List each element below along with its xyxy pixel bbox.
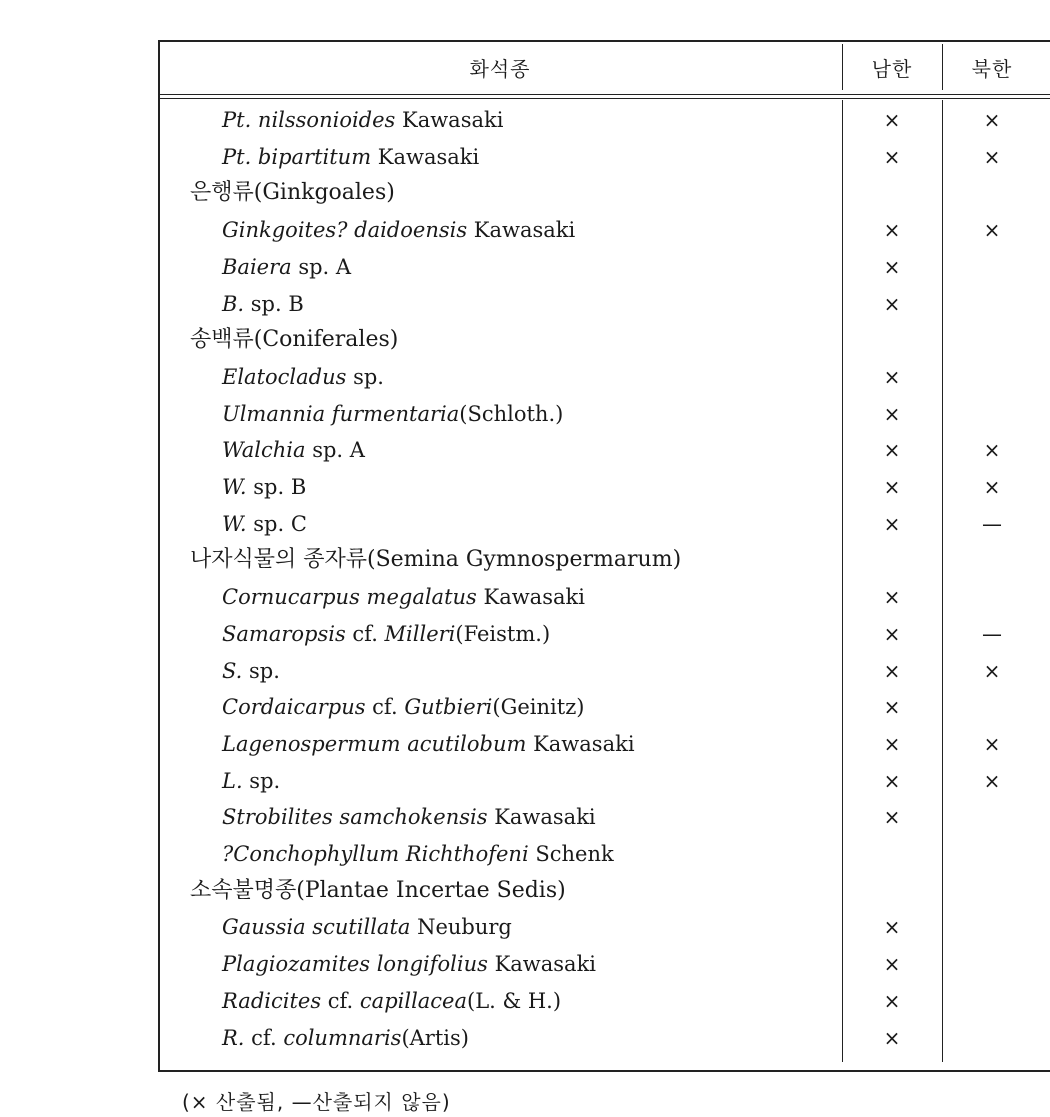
name-part: Kawasaki — [395, 108, 504, 132]
table-row — [158, 983, 1050, 1019]
name-part: (Feistm.) — [455, 621, 551, 646]
table-row — [158, 139, 1050, 175]
species-name — [222, 763, 280, 799]
south-korea-mark — [842, 542, 942, 578]
name-part: sp. A — [305, 438, 365, 463]
north-korea-mark — [942, 1020, 1042, 1056]
table-row — [158, 689, 1050, 725]
south-korea-mark: × — [883, 805, 901, 830]
name-part: cf. — [321, 988, 360, 1013]
name-part: cf. — [365, 695, 405, 720]
north-korea-mark — [942, 983, 1042, 1019]
table-row — [158, 763, 1050, 799]
group-row — [158, 322, 1050, 358]
species-name — [222, 799, 596, 835]
name-part: Gaussia scutillata — [222, 915, 411, 940]
name-part: sp. — [242, 768, 281, 793]
species-name — [222, 946, 596, 982]
species-name — [222, 909, 512, 945]
name-part: S. — [222, 658, 243, 683]
table-row — [158, 946, 1050, 982]
south-korea-mark: × — [883, 988, 901, 1013]
group-label — [190, 542, 681, 578]
south-korea-mark: × — [883, 475, 901, 499]
south-korea-mark: × — [883, 1025, 901, 1050]
south-korea-mark — [842, 322, 942, 358]
table-row — [158, 396, 1050, 432]
north-korea-mark: × — [983, 731, 1001, 756]
group-label — [190, 322, 398, 358]
table-row — [158, 909, 1050, 945]
group-label — [190, 175, 395, 211]
north-korea-mark: × — [983, 768, 1001, 793]
name-part: Walchia — [222, 438, 306, 463]
name-part: W. — [222, 511, 247, 536]
name-part: (Artis) — [401, 1025, 469, 1050]
name-part: Ulmannia furmentaria — [222, 401, 460, 426]
table-row — [158, 102, 1050, 138]
south-korea-mark: × — [883, 291, 901, 316]
north-korea-mark: × — [983, 475, 1001, 499]
table-row — [158, 836, 1050, 872]
south-korea-mark: × — [883, 364, 901, 389]
species-name — [222, 726, 635, 762]
south-korea-mark: × — [883, 658, 901, 683]
north-korea-mark: × — [983, 218, 1001, 243]
south-korea-mark: × — [883, 401, 901, 426]
south-korea-mark: × — [883, 768, 901, 793]
group-row — [158, 873, 1050, 909]
north-korea-mark — [942, 175, 1042, 211]
species-name — [222, 1020, 469, 1056]
table-row — [158, 212, 1050, 248]
name-part: cf. — [345, 621, 385, 646]
header-species: 화석종 — [469, 56, 531, 81]
footnote: (× 산출됨, —산출되지 않음) — [182, 1090, 451, 1114]
name-part: Kawasaki — [476, 585, 585, 610]
name-part: sp. B — [244, 291, 304, 316]
species-name — [222, 836, 614, 872]
name-part: Schenk — [528, 842, 614, 866]
name-part: Kawasaki — [526, 731, 635, 756]
north-korea-mark — [942, 396, 1042, 432]
north-korea-mark — [942, 286, 1042, 322]
species-name — [222, 249, 351, 285]
name-part: Samaropsis — [222, 621, 346, 646]
north-korea-mark — [942, 799, 1042, 835]
name-part: Radicites — [222, 988, 322, 1013]
north-korea-mark — [942, 542, 1042, 578]
header-rule — [158, 94, 1050, 99]
group-row — [158, 175, 1050, 211]
south-korea-mark: × — [883, 254, 901, 279]
header-north-korea: 북한 — [971, 56, 1013, 81]
south-korea-mark: × — [883, 731, 901, 756]
south-korea-mark — [842, 836, 942, 872]
north-korea-mark — [942, 322, 1042, 358]
name-part: W. — [222, 475, 247, 499]
name-part: Lagenospermum acutilobum — [222, 731, 527, 756]
name-part: capillacea — [359, 988, 468, 1013]
group-row — [158, 542, 1050, 578]
table-row — [158, 359, 1050, 395]
name-part: sp. C — [246, 511, 307, 536]
name-part: 소속불명종(Plantae Incertae Sedis) — [190, 877, 566, 903]
name-part: Kawasaki — [487, 952, 597, 977]
species-name — [222, 359, 384, 395]
species-name — [222, 653, 280, 689]
north-korea-mark: × — [983, 438, 1001, 463]
south-korea-mark: × — [883, 144, 901, 169]
name-part: Milleri — [384, 621, 456, 646]
species-name — [222, 579, 585, 615]
north-korea-mark — [942, 579, 1042, 615]
header-divider-2 — [942, 44, 943, 90]
species-name — [222, 506, 307, 542]
name-part: cf. — [244, 1025, 284, 1050]
species-name — [222, 983, 561, 1019]
table-header — [158, 40, 1050, 94]
south-korea-mark: × — [883, 218, 901, 243]
name-part: (Schloth.) — [459, 401, 564, 426]
north-korea-mark: × — [983, 144, 1001, 169]
table-row — [158, 249, 1050, 285]
south-korea-mark: × — [883, 621, 901, 646]
south-korea-mark: × — [883, 915, 901, 940]
name-part: Ginkgoites? daidoensis — [222, 218, 468, 243]
south-korea-mark: × — [883, 511, 901, 536]
south-korea-mark — [842, 873, 942, 909]
table-row — [158, 1020, 1050, 1056]
north-korea-mark — [942, 249, 1042, 285]
name-part: Kawasaki — [487, 805, 596, 830]
north-korea-mark — [942, 946, 1042, 982]
name-part: sp. — [242, 658, 280, 683]
name-part: sp. B — [246, 475, 307, 499]
species-name — [222, 212, 575, 248]
north-korea-mark: — — [982, 511, 1002, 536]
name-part: Neuburg — [410, 915, 512, 940]
name-part: 송백류(Coniferales) — [190, 327, 399, 353]
name-part: Baiera — [222, 254, 292, 279]
table-row — [158, 799, 1050, 835]
species-name — [222, 286, 304, 322]
name-part: sp. A — [291, 254, 352, 279]
north-korea-mark — [942, 689, 1042, 725]
name-part: Cornucarpus megalatus — [222, 585, 477, 610]
north-korea-mark — [942, 359, 1042, 395]
name-part: ?Conchophyllum Richthofeni — [222, 842, 529, 866]
north-korea-mark: — — [982, 621, 1002, 646]
table-row — [158, 579, 1050, 615]
species-name — [222, 396, 563, 432]
name-part: (Geinitz) — [492, 695, 585, 720]
name-part: Strobilites samchokensis — [222, 805, 488, 830]
species-name — [222, 139, 479, 175]
name-part: Gutbieri — [404, 695, 493, 720]
species-name — [222, 469, 306, 505]
table-row — [158, 286, 1050, 322]
north-korea-mark — [942, 909, 1042, 945]
species-name — [222, 432, 365, 468]
north-korea-mark: × — [983, 658, 1001, 683]
name-part: 나자식물의 종자류(Semina Gymnospermarum) — [190, 547, 682, 573]
south-korea-mark: × — [883, 695, 901, 720]
south-korea-mark: × — [883, 108, 901, 132]
name-part: L. — [222, 768, 243, 793]
north-korea-mark: × — [983, 108, 1001, 132]
table-row — [158, 469, 1050, 505]
group-label — [190, 873, 566, 909]
name-part: sp. — [346, 364, 384, 389]
name-part: Kawasaki — [371, 144, 480, 169]
name-part: Cordaicarpus — [222, 695, 366, 720]
table-row — [158, 653, 1050, 689]
south-korea-mark: × — [883, 585, 901, 610]
south-korea-mark — [842, 175, 942, 211]
name-part: Plagiozamites longifolius — [222, 952, 488, 977]
name-part: Pt. nilssonioides — [222, 108, 396, 132]
north-korea-mark — [942, 836, 1042, 872]
table-row — [158, 616, 1050, 652]
south-korea-mark: × — [883, 952, 901, 977]
header-south-korea: 남한 — [871, 56, 913, 81]
table-row — [158, 506, 1050, 542]
name-part: columnaris — [283, 1025, 402, 1050]
name-part: Pt. bipartitum — [222, 144, 372, 169]
south-korea-mark: × — [883, 438, 901, 463]
fossil-species-table — [158, 40, 1050, 1072]
species-name — [222, 616, 550, 652]
name-part: 은행류(Ginkgoales) — [190, 180, 395, 206]
header-divider-1 — [842, 44, 843, 90]
species-name — [222, 689, 584, 725]
name-part: Elatocladus — [222, 364, 347, 389]
name-part: (L. & H.) — [467, 988, 562, 1013]
species-name — [222, 102, 503, 138]
name-part: B. — [222, 291, 245, 316]
table-row — [158, 432, 1050, 468]
table-row — [158, 726, 1050, 762]
north-korea-mark — [942, 873, 1042, 909]
name-part: Kawasaki — [467, 218, 576, 243]
name-part: R. — [222, 1025, 245, 1050]
